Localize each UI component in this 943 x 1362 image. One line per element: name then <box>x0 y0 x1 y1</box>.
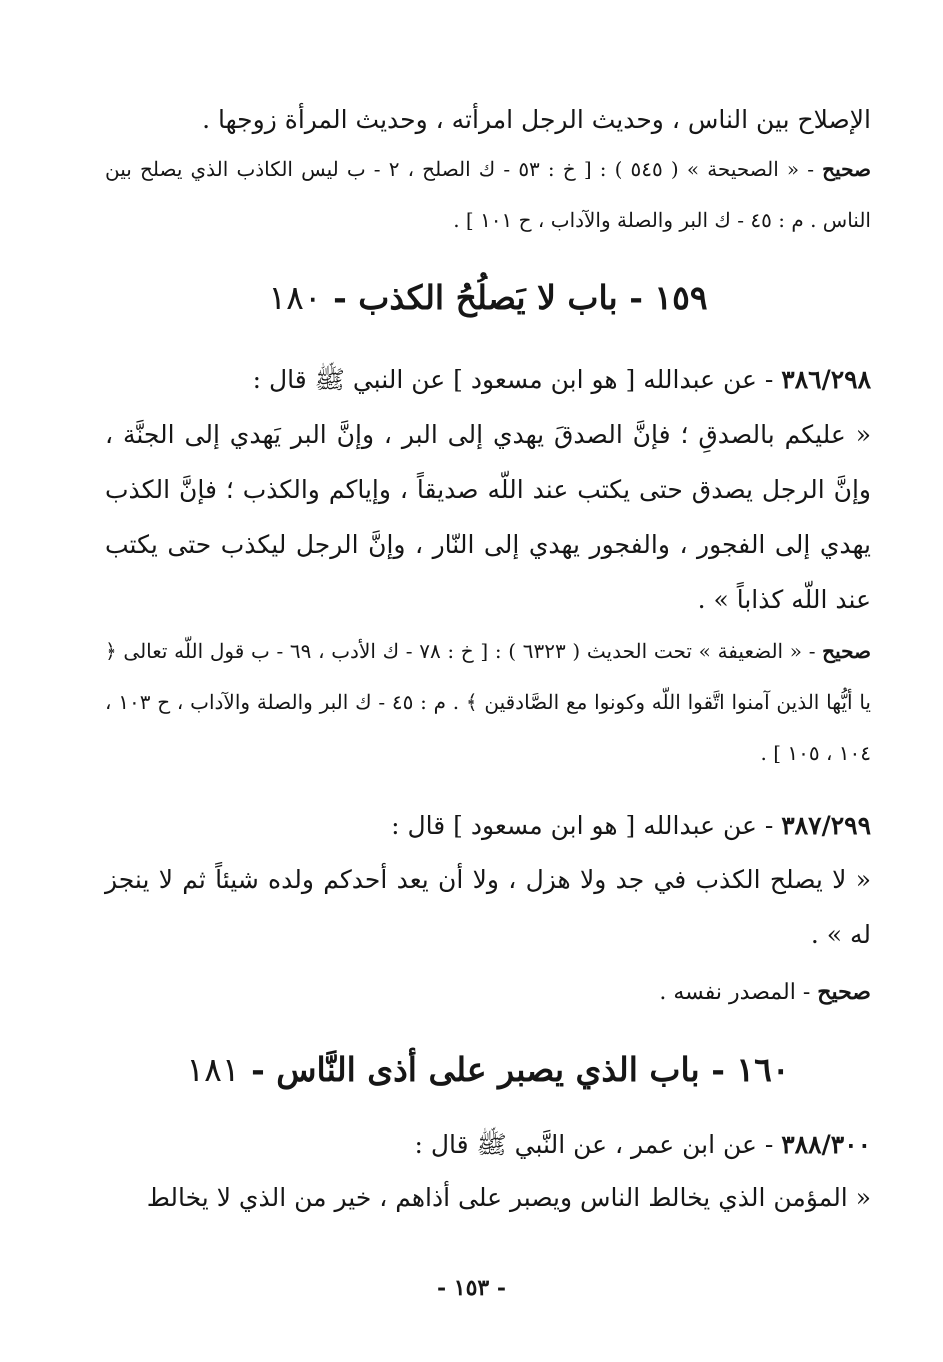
top-paragraph-line: الإصلاح بين الناس ، وحديث الرجل امرأته ، وحديث المرأة زوجها . <box>202 105 871 134</box>
top-source <box>105 144 871 246</box>
grade-label: صحيح <box>822 157 872 181</box>
hadith-text: « المؤمن الذي يخالط الناس ويصبر على أذاهم ، خير من الذي لا يخالط <box>146 1183 871 1212</box>
hadith-text-300 <box>105 1170 871 1225</box>
source-reference: - المصدر نفسه . <box>659 980 811 1005</box>
chapter-title: - باب الذي يصبر على أذى النَّاس - <box>251 1050 725 1089</box>
chapter-heading-159 <box>105 278 871 317</box>
hadith-number: ٣٨٧/٢٩٩ <box>781 811 871 840</box>
chapter-heading-160 <box>105 1050 871 1089</box>
hadith-number: ٣٨٨/٣٠٠ <box>781 1130 871 1159</box>
chapter-number: ١٦٠ <box>736 1050 790 1089</box>
hadith-source-298 <box>105 626 871 779</box>
hadith-text-299 <box>105 852 871 962</box>
hadith-intro: - عن ابن عمر ، عن النَّبي ﷺ قال : <box>414 1130 774 1159</box>
hadith-intro: - عن عبدالله [ هو ابن مسعود ] قال : <box>391 811 774 840</box>
hadith-source-299 <box>171 972 871 1013</box>
chapter-number: ١٥٩ <box>654 278 708 317</box>
hadith-text: « لا يصلح الكذب في جد ولا هزل ، ولا أن يعد أحدكم ولده شيئاً ثم لا ينجز له » . <box>105 865 871 949</box>
grade-label: صحيح <box>822 639 871 663</box>
top-paragraph <box>105 92 871 147</box>
chapter-title: - باب لا يَصلُحُ الكذب - <box>333 278 643 317</box>
hadith-number: ٣٨٦/٢٩٨ <box>781 365 871 394</box>
grade-label: صحيح <box>817 979 871 1005</box>
source-reference: - « الضعيفة » تحت الحديث ( ٦٣٢٣ ) : [ خ : ٧٨ - ك الأدب ، ٦٩ - ب قول اللّه تعالى ﴿ يا أيُّها الذين آمنوا اتَّقوا اللّه وكونوا مع الصَّادقين ﴾ . م : ٤٥ - ك البر والصلة والآداب ، ح ١٠٣ ، ١٠٤ ، ١٠٥ ] . <box>105 639 871 765</box>
hadith-intro: - عن عبدالله [ هو ابن مسعود ] عن النبي ﷺ قال : <box>252 365 774 394</box>
hadith-text-298 <box>105 407 871 627</box>
page-number: - ١٥٣ - <box>436 1275 507 1301</box>
chapter-page-ref: ١٨٠ <box>268 278 322 317</box>
source-reference: - « الصحيحة » ( ٥٤٥ ) : [ خ : ٥٣ - ك الصلح ، ٢ - ب ليس الكاذب الذي يصلح بين الناس . م : ٤٥ - ك البر والصلة والآداب ، ح ١٠١ ] . <box>105 157 871 232</box>
hadith-header-300 <box>171 1125 871 1165</box>
hadith-text: « عليكم بالصدقِ ؛ فإنَّ الصدقَ يهدي إلى البر ، وإنَّ البر يَهدي إلى الجنَّة ، وإنَّ الرجل يصدق حتى يكتب عند اللّه صديقاً ، وإياكم والكذب ؛ فإنَّ الكذب يهدي إلى الفجور ، والفجور يهدي إلى النّار ، وإنَّ الرجل ليكذب حتى يكتب عند اللّه كذاباً » . <box>105 420 871 614</box>
hadith-header-298 <box>171 360 871 400</box>
hadith-header-299 <box>171 806 871 846</box>
chapter-page-ref: ١٨١ <box>186 1050 240 1089</box>
